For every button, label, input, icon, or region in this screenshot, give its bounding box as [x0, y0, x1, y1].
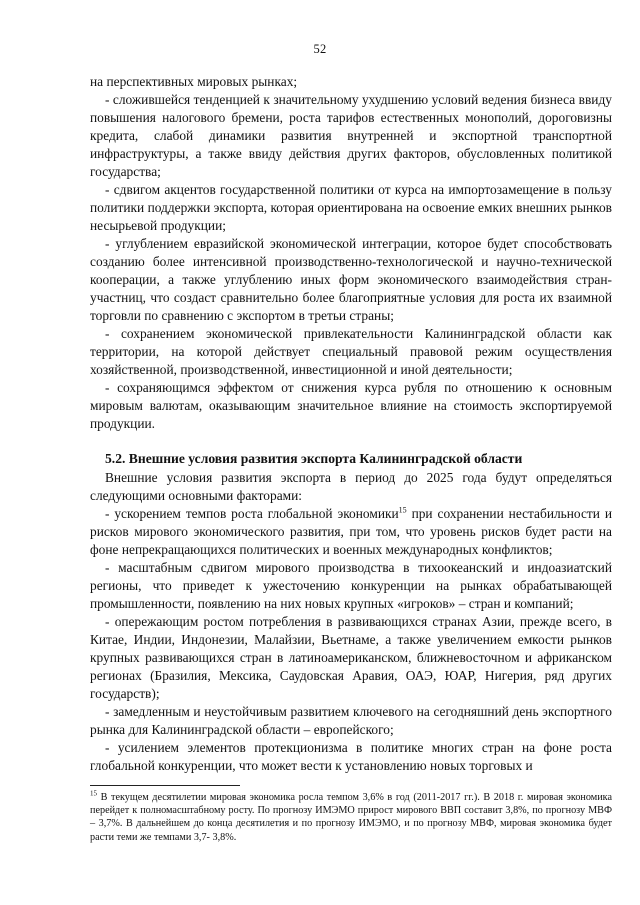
section-heading: 5.2. Внешние условия развития экспорта Калининградской области — [105, 451, 523, 466]
page-number: 52 — [313, 42, 327, 56]
list-item: - опережающим ростом потребления в развивающихся странах Азии, прежде всего, в Китае, Индии, Индонезии, Малайзии, Вьетнаме, а также увеличением емкости рынков крупных развивающихся стран в латиноамериканском, ближневосточном и африканском регионах (Бразилия, Мексика, Саудовская Аравия, ОАЭ, ЮАР, Нигерия, ряд других государств); — [90, 614, 612, 701]
section-intro: Внешние условия развития экспорта в период до 2025 года будут определяться следующими основными факторами: — [90, 470, 612, 503]
footnote-reference[interactable]: 15 — [398, 505, 407, 515]
list-item: - сохранением экономической привлекательности Калининградской области как территории, на которой действует специальный правовой режим осуществления хозяйственной, производственной, инвестиционной и иной деятельности; — [90, 326, 612, 377]
list-item: - усилением элементов протекционизма в политике многих стран на фоне роста глобальной конкуренции, что может вести к установлению новых торговых и — [90, 740, 612, 773]
list-item: - сохраняющимся эффектом от снижения курса рубля по отношению к основным мировым валютам, оказывающим значительное влияние на стоимость экспортируемой продукции. — [90, 380, 612, 431]
footnote-number: 15 — [90, 789, 97, 798]
paragraph-continuation: на перспективных мировых рынках; — [90, 74, 298, 89]
list-item: - сложившейся тенденцией к значительному ухудшению условий ведения бизнеса ввиду повышения налогового бремени, роста тарифов естественных монополий, дороговизны кредита, слабой динамики развития внутренней и экспортной транспортной инфраструктуры, а также ввиду действия других факторов, обусловленных политикой государства; — [90, 92, 612, 179]
list-item — [90, 505, 612, 559]
list-item: - сдвигом акцентов государственной политики от курса на импортозамещение в пользу политики поддержки экспорта, которая ориентирована на освоение емких внешних рынков несырьевой продукции; — [90, 182, 612, 233]
footnote-divider — [90, 785, 240, 786]
list-item-text-start: - ускорением темпов роста глобальной экономики — [105, 506, 399, 521]
list-item: - углублением евразийской экономической интеграции, которое будет способствовать созданию более интенсивной производственно-технологической и научно-технической кооперации, а также углублению иных форм экономического взаимодействия стран-участниц, что создаст сравнительно более благоприятные условия для роста их взаимной торговли по сравнению с экспортом в третьи страны; — [90, 236, 612, 323]
list-item: - замедленным и неустойчивым развитием ключевого на сегодняшний день экспортного рынка для Калининградской области – европейского; — [90, 704, 612, 737]
footnote-text: В текущем десятилетии мировая экономика росла темпом 3,6% в год (2011-2017 гг.). В 2018 г. мировая экономика перейдет к полномасштабному росту. По прогнозу ИМЭМО прирост мирового ВВП составит 3,8%, по прогнозу МВФ – 3,7%. В дальнейшем до конца десятилетия и по прогнозу ИМЭМО, и по прогнозу МВФ, мировая экономика будет расти теми же темпами 3,7- 3,8%. — [90, 792, 612, 843]
list-item: - масштабным сдвигом мирового производства в тихоокеанский и индоазиатский регионы, что приведет к ужесточению конкуренции на рынках обрабатывающей промышленности, появлению на них новых крупных «игроков» – стран и компаний; — [90, 560, 612, 611]
main-text — [90, 73, 612, 775]
footnote — [90, 791, 612, 844]
list-item-text-end: при сохранении нестабильности и рисков мирового экономического развития, при том, что уровень рисков будет расти на фоне непрекращающихся политических и военных международных конфликтов; — [90, 506, 612, 557]
